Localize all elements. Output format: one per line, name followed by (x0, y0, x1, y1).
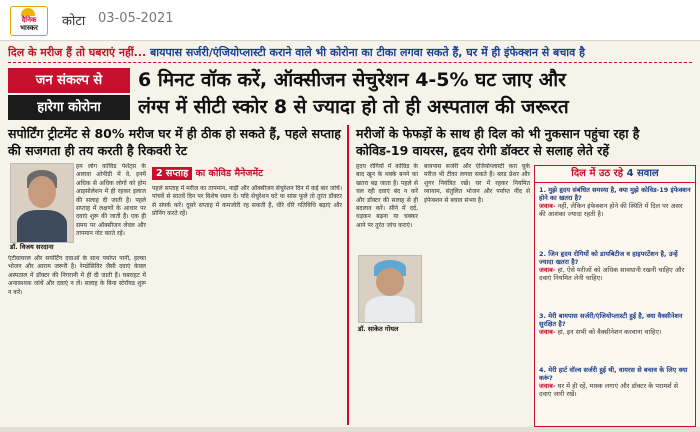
page-bottom-edge (0, 427, 700, 432)
qa-item (539, 186, 691, 218)
dainik-bhaskar-logo[interactable] (10, 6, 48, 36)
campaign-badge-bottom: हारेगा कोरोना (8, 95, 130, 120)
column-divider (347, 125, 349, 425)
answer-prefix: जवाब- (539, 328, 556, 336)
strap-red-text: दिल के मरीज हैं तो घबराएं नहीं... (8, 46, 147, 59)
qa-question: 4. मेरी हार्ट वॉल्व सर्जरी हुई थी, वायरस से बचाव के लिए क्या करूं? (539, 366, 688, 382)
headline-line-2: लंग्स में सीटी स्कोर 8 से ज्यादा हो तो ही अस्पताल की जरूरत (138, 96, 569, 118)
sun-logo-icon (21, 8, 35, 16)
qa-item (539, 250, 691, 282)
management-box-title (152, 166, 342, 182)
newspaper-page[interactable] (0, 41, 700, 432)
story-left-col1-top: हम लोग कोविड पेशेंट्स के अलावा ओपीडी में वे, इनमें अधिक से अधिक लोगों को होम आइसोलेशन में ही रहकर इलाज की सलाह दी जाती है। पहले सप्ताह में लक्षणों के आधार पर दवाएं शुरू की जाती हैं। एक ही समय पर ऑक्सीजन लेवल और तापमान नोट करते रहें। (76, 163, 146, 238)
photo-suit (17, 210, 67, 243)
qa-question: 3. मेरी बायपास सर्जरी/एंजियोप्लास्टी हुई है, क्या वैक्सीनेशन सुरक्षित है? (539, 312, 683, 328)
story-left-col2: पहले सप्ताह में मरीज का तापमान, नाड़ी और ऑक्सीजन सेचुरेशन दिन में कई बार जांचें। पांचवें से सातवें दिन पर विशेष ध्यान दें। यदि सेचुरेशन घटे या सांस फूले तो तुरंत डॉक्टर से संपर्क करें। दूसरे सप्ताह में कमजोरी रह सकती है, धीरे धीरे गतिविधि बढ़ाएं और प्रोनिंग करते रहें। (152, 185, 342, 218)
strap-blue-text: बायपास सर्जरी/एंजियोप्लास्टी कराने वाले भी कोरोना का टीका लगवा सकते हैं, घर में ही इंफेक्शन से बचाव है (146, 46, 585, 59)
logo-text-bottom: भास्कर (20, 24, 38, 32)
headline-line-1: 6 मिनट वॉक करें, ऑक्सीजन सेचुरेशन 4-5% घट जाए और (138, 69, 566, 91)
qa-box (534, 165, 696, 427)
photo-face (28, 176, 56, 208)
qa-answer-text: हां, इन सभी को वैक्सीनेशन करवाना चाहिए। (555, 328, 662, 336)
qa-answer-text: नहीं, लेकिन इंफेक्शन होने की स्थिति में दिल पर असर की आशंका ज्यादा रहती है। (539, 202, 683, 218)
management-box-chip: 2 सप्ताह (152, 167, 192, 180)
caption-left-doctor: डॉ. विजय सरदाना (10, 243, 54, 251)
doctor-photo-left (10, 163, 74, 243)
strap-divider (8, 62, 692, 63)
caption-right-doctor: डॉ. साकेत गोयल (358, 325, 399, 333)
qa-answer-text: घर में ही रहें, मास्क लगाएं और डॉक्टर के परामर्श से दवाएं जारी रखें। (539, 382, 679, 398)
story-right-col1-top: हृदय रोगियों में कोविड के बाद खून के थक्के बनने का खतरा बढ़ जाता है। पहले से चल रही दवाएं बंद न करें और डॉक्टर की सलाह से ही बदलाव करें। सीने में दर्द, धड़कन बढ़ना या चक्कर आने पर तुरंत जांच कराएं। (356, 163, 418, 229)
qa-item (539, 366, 691, 398)
app-header (0, 0, 700, 41)
answer-prefix: जवाब- (539, 266, 556, 274)
story-right-col2: बायपास सर्जरी और एंजियोप्लास्टी करा चुके मरीज भी टीका लगवा सकते हैं। ब्लड प्रेशर और शुगर नियंत्रित रखें। घर में रहकर नियमित व्यायाम, संतुलित भोजन और पर्याप्त नींद से इंफेक्शन से बचाव संभव है। (424, 163, 530, 204)
qa-answer (539, 382, 691, 398)
edition-date: 03-05-2021 (98, 11, 174, 26)
edition-city: कोटा (62, 14, 86, 29)
answer-prefix: जवाब- (539, 382, 556, 390)
qa-title-red: दिल में उठ रहे (571, 168, 627, 179)
photo-coat (365, 296, 415, 323)
subhead-right: मरीजों के फेफड़ों के साथ ही दिल को भी नुकसान पहुंचा रहा है कोविड-19 वायरस, हृदय रोगी डॉक्टर से सलाह लेते रहें (356, 126, 640, 158)
subhead-left: सपोर्टिंग ट्रीटमेंट से 80% मरीज घर में ही ठीक हो सकते हैं, पहले सप्ताह की सजगता ही तय करती है रिकवरी रेट (8, 126, 341, 158)
qa-title (535, 166, 695, 183)
story-left-col1-bottom: एंटीवायरल और सपोर्टिंग दवाओं के साथ पर्याप्त पानी, हल्का भोजन और आराम जरूरी है। रेमडेसिविर जैसी दवाएं केवल अस्पताल में डॉक्टर की निगरानी में ही दी जाती हैं। घबराहट में अनावश्यक जांचें और दवाएं न लें। सलाह के बिना स्टेरॉयड शुरू न करें। (8, 255, 146, 296)
qa-item (539, 312, 691, 336)
qa-question: 1. मुझे हृदय संबंधित समस्या है, क्या मुझे कोविड-19 इंफेक्शन होने का खतरा है? (539, 186, 691, 202)
qa-title-blue: 4 सवाल (626, 168, 659, 179)
top-strap (8, 44, 692, 62)
campaign-badge-top: जन संकल्प से (8, 68, 130, 93)
qa-answer (539, 202, 691, 218)
photo-face (376, 268, 404, 296)
logo-text-top: दैनिक (21, 16, 37, 24)
answer-prefix: जवाब- (539, 202, 556, 210)
qa-answer (539, 266, 691, 282)
qa-answer-text: हां, ऐसे मरीजों को अधिक सावधानी रखनी चाहिए और दवाएं नियमित लेनी चाहिए। (539, 266, 685, 282)
doctor-photo-right (358, 255, 422, 323)
management-box-title-rest: का कोविड मैनेजमेंट (192, 168, 263, 179)
qa-question: 2. जिन हृदय रोगियों को डायबिटीज व हाइपरटेंशन है, उन्हें ज्यादा खतरा है? (539, 250, 678, 266)
qa-answer (539, 328, 691, 336)
